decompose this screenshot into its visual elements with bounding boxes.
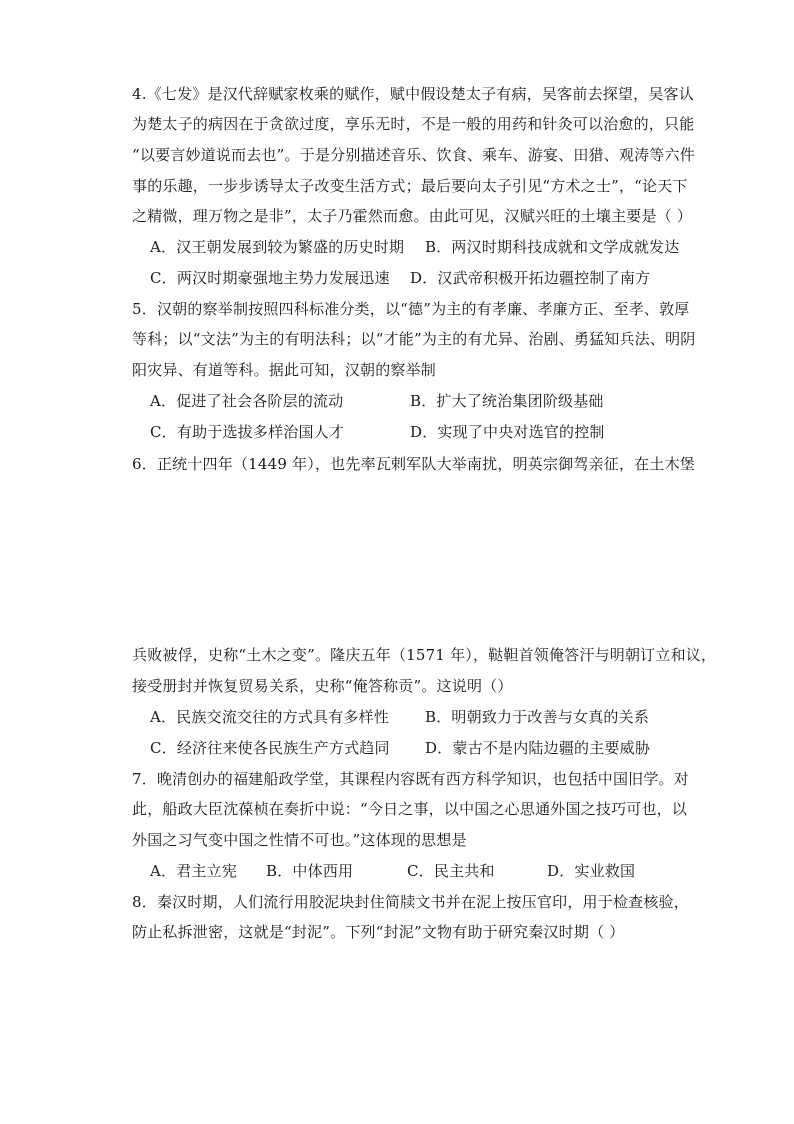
q7-option-d: D．实业救国 [547,862,636,880]
q4-option-d: D．汉武帝积极开拓边疆控制了南方 [410,269,651,287]
q7-stem-line-2: 此，船政大臣沈葆桢在奏折中说：“今日之事，以中国之心思通外国之技巧可也，以 [132,800,688,818]
q4-stem-line-1: 4.《七发》是汉代辞赋家枚乘的赋作，赋中假设楚太子有病，吴客前去探望，吴客认 [132,85,694,103]
q5-option-a: A．促进了社会各阶层的流动 [150,392,344,410]
q6-option-a: A．民族交流交往的方式具有多样性 [150,708,390,726]
q4-option-a: A．汉王朝发展到较为繁盛的历史时期 [150,238,405,256]
q7-option-b: B．中体西用 [266,862,354,880]
q6-option-d: D．蒙古不是内陆边疆的主要威胁 [425,739,651,757]
q5-stem-line-2: 等科；以“文法”为主的有明法科；以“才能”为主的有尤异、治剧、勇猛知兵法、明阴 [132,330,696,348]
q4-stem-line-5: 之精微，理万物之是非”，太子乃霍然而愈。由此可见，汉赋兴旺的土壤主要是（ ） [132,207,693,225]
q5-stem-line-1: 5．汉朝的察举制按照四科标准分类，以“德”为主的有孝廉、孝廉方正、至孝、敦厚 [132,300,690,318]
q5-option-c: C．有助于选拔多样治国人才 [150,423,345,441]
q8-stem-line-1: 8．秦汉时期，人们流行用胶泥块封住简牍文书并在泥上按压官印，用于检查核验， [132,893,689,911]
q4-option-c: C．两汉时期豪强地主势力发展迅速 [150,269,390,287]
q5-option-d: D．实现了中央对选官的控制 [410,423,605,441]
q4-stem-line-4: 事的乐趣，一步步诱导太子改变生活方式；最后要向太子引见“方术之士”，“论天下 [132,177,688,195]
q7-stem-line-1: 7．晚清创办的福建船政学堂，其课程内容既有西方科学知识，也包括中国旧学。对 [132,770,689,788]
q6-option-b: B．明朝致力于改善与女真的关系 [425,708,650,726]
q5-option-b: B．扩大了统治集团阶级基础 [410,392,604,410]
q8-stem-line-2: 防止私拆泄密，这就是“封泥”。下列“封泥”文物有助于研究秦汉时期（ ） [132,923,625,941]
q6-stem-line-1: 6．正统十四年（1449 年），也先率瓦剌军队大举南扰，明英宗御驾亲征，在土木堡 [132,455,695,473]
q6-option-c: C．经济往来使各民族生产方式趋同 [150,739,390,757]
q6-stem-line-2: 兵败被俘，史称“土木之变”。隆庆五年（1571 年），鞑靼首领俺答汗与明朝订立和议， [132,646,717,664]
q7-option-c: C．民主共和 [407,862,495,880]
q4-option-b: B．两汉时期科技成就和文学成就发达 [425,238,680,256]
q7-stem-line-3: 外国之习气变中国之性情不可也。”这体现的思想是 [132,831,467,849]
q5-stem-line-3: 阳灾异、有道等科。据此可知，汉朝的察举制 [132,361,437,379]
q4-stem-line-2: 为楚太子的病因在于贪欲过度，享乐无时，不是一般的用药和针灸可以治愈的，只能 [132,115,695,133]
q7-option-a: A．君主立宪 [150,862,238,880]
q4-stem-line-3: “以要言妙道说而去也”。于是分别描述音乐、饮食、乘车、游宴、田猎、观涛等六件 [132,146,695,164]
q6-stem-line-3: 接受册封并恢复贸易关系，史称“俺答称贡”。这说明（） [132,677,513,695]
